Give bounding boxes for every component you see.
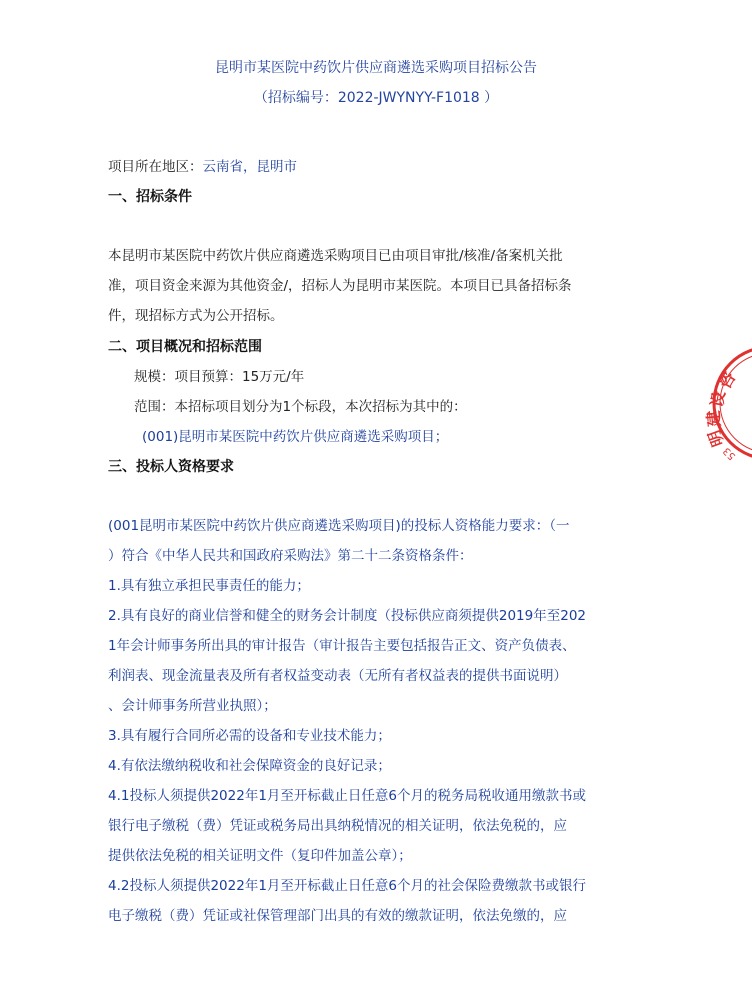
svg-text:设: 设 (707, 389, 729, 409)
section1-paragraph-line: 件，现招标方式为公开招标。 (108, 308, 284, 324)
notice-title: 昆明市某医院中药饮片供应商遴选采购项目招标公告 (215, 60, 537, 76)
requirement-item: 4.2投标人须提供2022年1月至开标截止日任意6个月的社会保险费缴款书或银行 (108, 878, 587, 894)
section1-heading: 一、招标条件 (108, 189, 192, 205)
location-label: 项目所在地区： (108, 159, 203, 175)
requirement-item: 2.具有良好的商业信誉和健全的财务会计制度（投标供应商须提供2019年至202 (108, 608, 587, 624)
qualification-intro: ）符合《中华人民共和国政府采购法》第二十二条资格条件： (108, 548, 473, 564)
svg-text:明: 明 (704, 427, 728, 450)
qualification-intro: (001昆明市某医院中药饮片供应商遴选采购项目)的投标人资格能力要求：（一 (108, 518, 570, 534)
requirement-item: 1.具有独立承担民事责任的能力； (108, 578, 310, 594)
tender-number: （招标编号：2022-JWYNYY-F1018 ） (253, 90, 499, 106)
requirement-item: 1年会计师事务所出具的审计报告（审计报告主要包括报告正文、资产负债表、 (108, 638, 576, 654)
requirement-item: 利润表、现金流量表及所有者权益变动表（无所有者权益表的提供书面说明） (108, 668, 567, 684)
requirement-item: 电子缴税（费）凭证或社保管理部门出具的有效的缴款证明，依法免缴的，应 (108, 908, 567, 924)
project-scope: 范围：本招标项目划分为1个标段，本次招标为其中的： (134, 399, 467, 415)
section1-paragraph-line: 准，项目资金来源为其他资金/，招标人为昆明市某医院。本项目已具备招标条 (108, 278, 572, 294)
project-lot: (001)昆明市某医院中药饮片供应商遴选采购项目； (142, 429, 449, 445)
requirement-item: 4.有依法缴纳税收和社会保障资金的良好记录； (108, 758, 391, 774)
location-value: 云南省，昆明市 (202, 159, 297, 175)
svg-text:53: 53 (721, 444, 739, 462)
svg-text:建: 建 (703, 409, 724, 428)
requirement-item: 提供依法免税的相关证明文件（复印件加盖公章）； (108, 848, 412, 864)
seal-stamp (703, 338, 752, 468)
requirement-item: 4.1投标人须提供2022年1月至开标截止日任意6个月的税务局税收通用缴款书或 (108, 788, 587, 804)
requirement-item: 银行电子缴税（费）凭证或税务局出具纳税情况的相关证明，依法免税的，应 (108, 818, 567, 834)
requirement-item: 、会计师事务所营业执照）； (108, 698, 277, 714)
svg-text:咨: 咨 (715, 368, 740, 392)
section1-paragraph-line: 本昆明市某医院中药饮片供应商遴选采购项目已由项目审批/核准/备案机关批 (108, 248, 563, 264)
project-scale: 规模：项目预算：15万元/年 (134, 369, 305, 385)
requirement-item: 3.具有履行合同所必需的设备和专业技术能力； (108, 728, 391, 744)
section2-heading: 二、项目概况和招标范围 (108, 339, 262, 355)
section3-heading: 三、投标人资格要求 (108, 459, 234, 475)
location-row (108, 157, 297, 177)
